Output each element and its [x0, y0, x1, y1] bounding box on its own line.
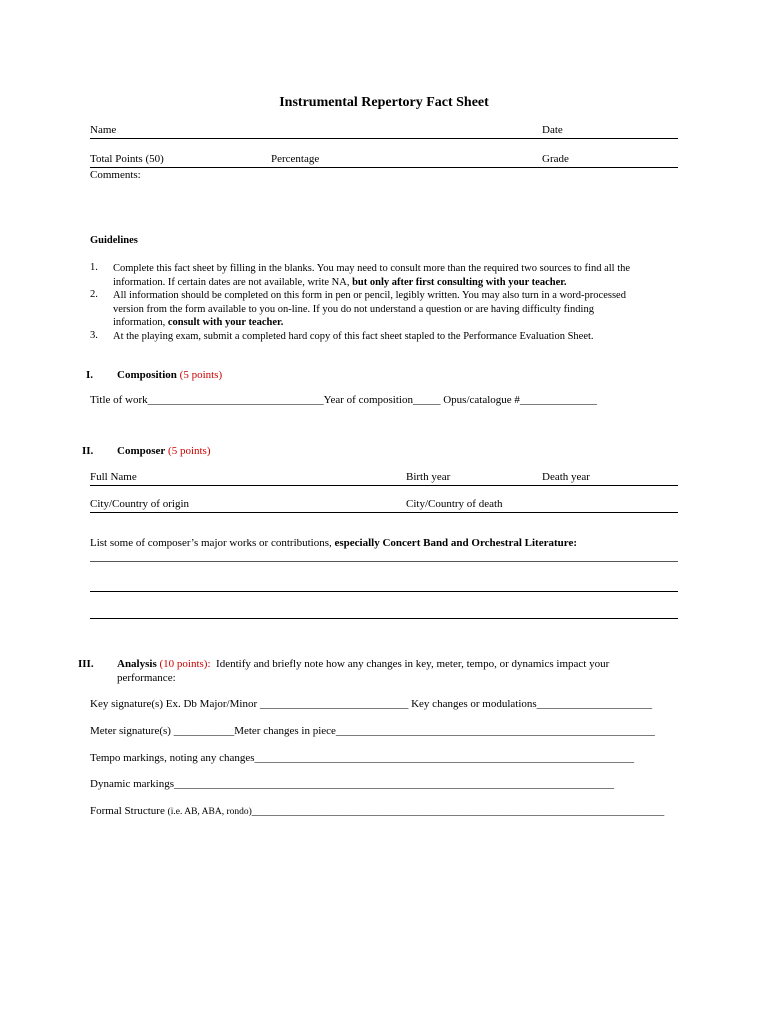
guideline-number: 2. — [90, 289, 98, 300]
meter-signature-field[interactable]: Meter signature(s) ___________Meter changes in piece__________________________________________________________ — [90, 725, 655, 737]
guideline-text: Complete this fact sheet by filling in the blanks. You may need to consult more than the required two sources to find all the — [113, 263, 631, 274]
section-2-numeral: II. — [82, 445, 94, 457]
death-year-label: Death year — [542, 471, 590, 483]
guideline-text: information, consult with your teacher. — [113, 317, 284, 328]
works-prompt: List some of composer’s major works or contributions, especially Concert Band and Orchestral Literature: — [90, 537, 577, 549]
section-3-numeral: III. — [78, 658, 94, 670]
city-death-label: City/Country of death — [406, 498, 503, 510]
formal-structure-field[interactable]: Formal Structure (i.e. AB, ABA, rondo)___________________________________________________________________________ — [90, 805, 665, 817]
works-line-3[interactable] — [90, 618, 678, 619]
section-1-heading: Composition (5 points) — [117, 369, 223, 381]
tempo-markings-field[interactable]: Tempo markings, noting any changes_____________________________________________________________________ — [90, 752, 635, 764]
section-3-intro-cont: performance: — [117, 672, 176, 684]
guideline-text: At the playing exam, submit a completed hard copy of this fact sheet stapled to the Performance Evaluation Sheet. — [113, 330, 594, 342]
composition-fields[interactable]: Title of work________________________________Year of composition_____ Opus/catalogue #______________ — [90, 394, 597, 406]
birth-year-label: Birth year — [406, 471, 451, 483]
full-name-label: Full Name — [90, 471, 137, 483]
comments-label: Comments: — [90, 169, 141, 181]
works-line-2[interactable] — [90, 591, 678, 592]
works-line-1[interactable] — [90, 561, 678, 562]
full-name-line[interactable] — [90, 485, 678, 486]
name-date-line[interactable] — [90, 138, 678, 139]
guideline-text: information. If certain dates are not available, write NA, but only after first consulting with your teacher. — [113, 276, 567, 288]
city-line[interactable] — [90, 512, 678, 513]
key-signature-field[interactable]: Key signature(s) Ex. Db Major/Minor ___________________________ Key changes or modulations_____________________ — [90, 698, 653, 710]
total-points-label: Total Points (50) — [90, 153, 164, 165]
percentage-label: Percentage — [271, 153, 320, 165]
guideline-number: 3. — [90, 329, 98, 341]
grade-label: Grade — [542, 153, 569, 165]
guidelines-heading: Guidelines — [90, 235, 138, 246]
guideline-text: All information should be completed on this form in pen or pencil, legibly written. You may also turn in a word-processed — [113, 290, 626, 301]
guideline-text: version from the form available to you on-line. If you do not understand a question or are having difficulty finding — [113, 303, 594, 315]
name-label: Name — [90, 124, 117, 136]
city-origin-label: City/Country of origin — [90, 498, 189, 510]
section-1-numeral: I. — [86, 369, 94, 381]
section-3-heading: Analysis (10 points): Identify and briefly note how any changes in key, meter, tempo, or dynamics impact your — [117, 658, 610, 670]
points-grade-line[interactable] — [90, 167, 678, 168]
guideline-number: 1. — [90, 262, 98, 273]
section-2-heading: Composer (5 points) — [117, 445, 211, 457]
date-label: Date — [542, 124, 563, 136]
page-title: Instrumental Repertory Fact Sheet — [279, 95, 489, 110]
dynamic-markings-field[interactable]: Dynamic markings________________________________________________________________________________ — [90, 778, 615, 790]
